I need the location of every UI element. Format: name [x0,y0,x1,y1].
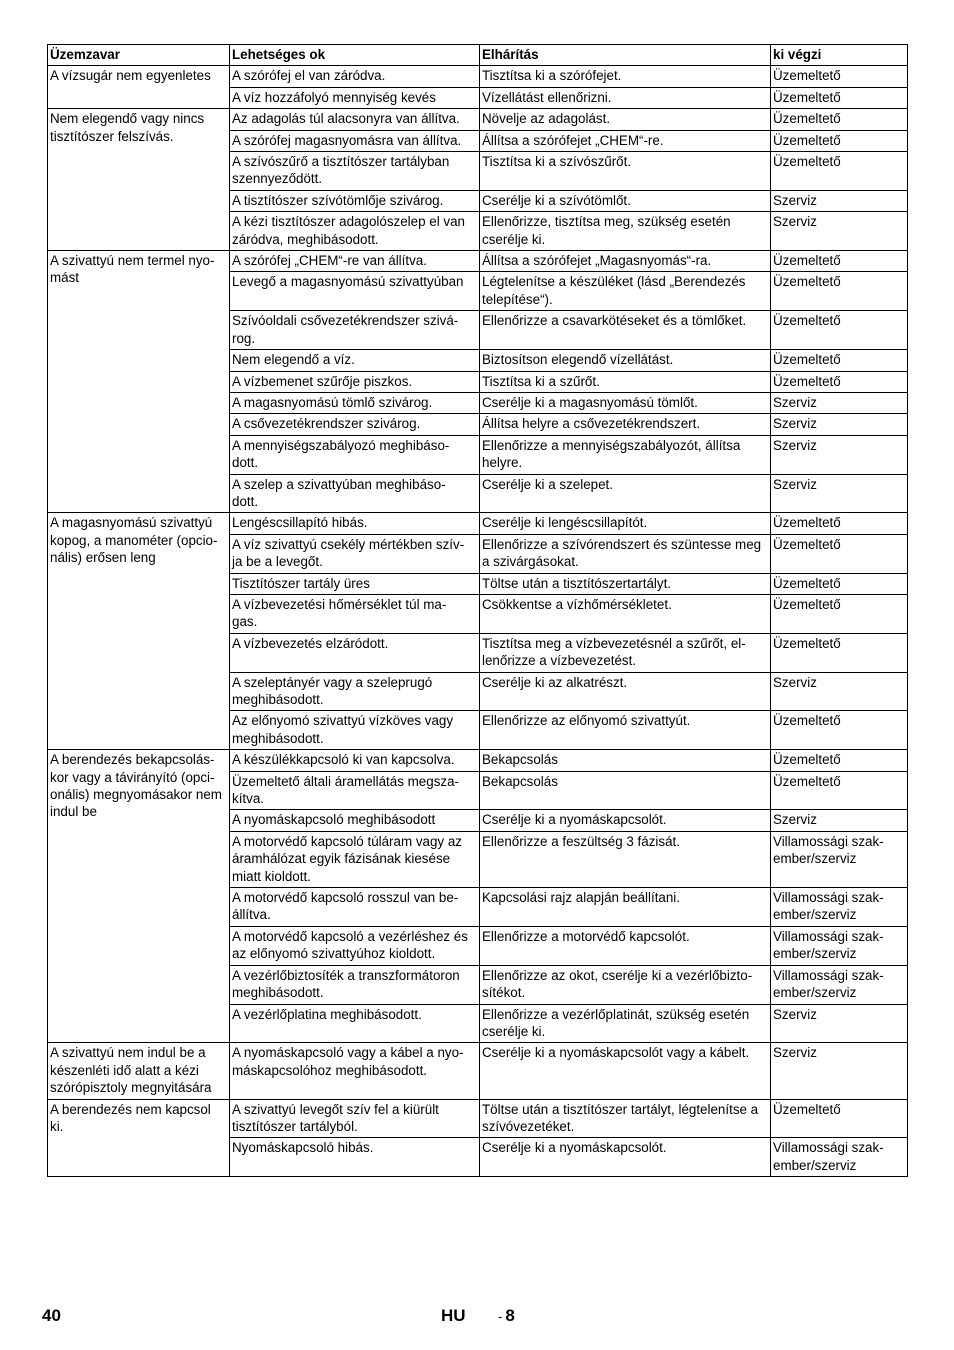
by-whom-cell: Üzemeltető [771,251,908,272]
cause-cell: Lengéscsillapító hibás. [230,513,480,534]
remedy-cell: Cserélje ki a nyomáskapcsolót. [480,1138,771,1177]
by-whom-cell: Villamossági szak- ember/szerviz [771,888,908,927]
cause-cell: Levegő a magasnyomású szivattyúban [230,272,480,311]
cause-cell: A szívószűrő a tisztítószer tartályban szennyeződött. [230,152,480,191]
remedy-cell: Légtelenítse a készüléket (lásd „Berendezés telepítése“). [480,272,771,311]
cause-cell: A szórófej el van záródva. [230,66,480,87]
cause-cell: A mennyiségszabályozó meghibáso- dott. [230,435,480,474]
cause-cell: A szeleptányér vagy a szeleprugó meghibásodott. [230,672,480,711]
cause-cell: A vezérlőbiztosíték a transzformátoron meghibásodott. [230,965,480,1004]
remedy-cell: Ellenőrizze a csavarkötéseket és a tömlőket. [480,311,771,350]
cause-cell: A motorvédő kapcsoló a vezérléshez és az előnyomó szivattyúhoz kioldott. [230,926,480,965]
by-whom-cell: Szerviz [771,1004,908,1043]
by-whom-cell: Szerviz [771,190,908,211]
language-code: HU [441,1306,466,1325]
by-whom-cell: Üzemeltető [771,594,908,633]
cause-cell: Az előnyomó szivattyú vízköves vagy meghibásodott. [230,711,480,750]
remedy-cell: Tisztítsa ki a szórófejet. [480,66,771,87]
remedy-cell: Cserélje ki a magasnyomású tömlőt. [480,392,771,413]
by-whom-cell: Szerviz [771,435,908,474]
by-whom-cell: Villamossági szak- ember/szerviz [771,926,908,965]
remedy-cell: Cserélje ki az alkatrészt. [480,672,771,711]
by-whom-cell: Üzemeltető [771,513,908,534]
by-whom-cell: Üzemeltető [771,1099,908,1138]
remedy-cell: Csökkentse a vízhőmérsékletet. [480,594,771,633]
remedy-cell: Ellenőrizze az okot, cserélje ki a vezérlőbizto- sítékot. [480,965,771,1004]
remedy-cell: Növelje az adagolást. [480,109,771,130]
cause-cell: A vízbevezetés elzáródott. [230,633,480,672]
by-whom-cell: Üzemeltető [771,350,908,371]
cause-cell: A magasnyomású tömlő szivárog. [230,392,480,413]
by-whom-cell: Üzemeltető [771,109,908,130]
by-whom-cell: Üzemeltető [771,371,908,392]
by-whom-cell: Üzemeltető [771,573,908,594]
table-row [48,1043,908,1099]
fault-cell: A berendezés nem kapcsol ki. [48,1099,230,1177]
cause-cell: A víz szivattyú csekély mértékben szív- ja be a levegőt. [230,534,480,573]
remedy-cell: Ellenőrizze a feszültség 3 fázisát. [480,831,771,887]
remedy-cell: Töltse után a tisztítószer tartályt, légtelenítse a szívóvezetéket. [480,1099,771,1138]
remedy-cell: Ellenőrizze a mennyiségszabályozót, állítsa helyre. [480,435,771,474]
header-by-whom: ki végzi [771,45,908,66]
remedy-cell: Cserélje ki a nyomáskapcsolót vagy a kábelt. [480,1043,771,1099]
by-whom-cell: Villamossági szak- ember/szerviz [771,831,908,887]
cause-cell: A vízbemenet szűrője piszkos. [230,371,480,392]
by-whom-cell: Üzemeltető [771,152,908,191]
remedy-cell: Ellenőrizze a szívórendszert és szüntesse meg a szivárgásokat. [480,534,771,573]
sub-page-label [498,1306,515,1326]
table-row [48,109,908,130]
cause-cell: Nem elegendő a víz. [230,350,480,371]
remedy-cell: Állítsa a szórófejet „CHEM“-re. [480,130,771,151]
by-whom-cell: Szerviz [771,810,908,831]
cause-cell: Szívóoldali csővezetékrendszer szivá- rog. [230,311,480,350]
table-row [48,513,908,534]
remedy-cell: Állítsa a szórófejet „Magasnyomás“-ra. [480,251,771,272]
cause-cell: A víz hozzáfolyó mennyiség kevés [230,87,480,108]
cause-cell: A motorvédő kapcsoló rosszul van be- állítva. [230,888,480,927]
remedy-cell: Ellenőrizze a motorvédő kapcsolót. [480,926,771,965]
cause-cell: A motorvédő kapcsoló túláram vagy az áramhálózat egyik fázisának kiesése miatt kioldott. [230,831,480,887]
fault-cell: A magasnyomású szivattyú kopog, a manométer (opcio- nális) erősen leng [48,513,230,750]
by-whom-cell: Üzemeltető [771,130,908,151]
by-whom-cell: Üzemeltető [771,711,908,750]
table-body [48,66,908,1177]
cause-cell: A kézi tisztítószer adagolószelep el van záródva, meghibásodott. [230,212,480,251]
header-cause: Lehetséges ok [230,45,480,66]
remedy-cell: Cserélje ki a szívótömlőt. [480,190,771,211]
cause-cell: Nyomáskapcsoló hibás. [230,1138,480,1177]
header-remedy: Elhárítás [480,45,771,66]
by-whom-cell: Szerviz [771,1043,908,1099]
remedy-cell: Ellenőrizze a vezérlőplatinát, szükség esetén cserélje ki. [480,1004,771,1043]
sub-page-dash: - [498,1309,503,1324]
by-whom-cell: Üzemeltető [771,534,908,573]
remedy-cell: Ellenőrizze az előnyomó szivattyút. [480,711,771,750]
remedy-cell: Biztosítson elegendő vízellátást. [480,350,771,371]
fault-cell: A berendezés bekapcsolás- kor vagy a távirányító (opci- onális) megnyomásakor nem indul be [48,750,230,1043]
by-whom-cell: Szerviz [771,474,908,513]
by-whom-cell: Üzemeltető [771,750,908,771]
table-header-row [48,45,908,66]
remedy-cell: Bekapcsolás [480,750,771,771]
remedy-cell: Bekapcsolás [480,771,771,810]
remedy-cell: Cserélje ki a nyomáskapcsolót. [480,810,771,831]
remedy-cell: Vízellátást ellenőrizni. [480,87,771,108]
by-whom-cell: Szerviz [771,414,908,435]
cause-cell: A csővezetékrendszer szivárog. [230,414,480,435]
table-row [48,1099,908,1138]
by-whom-cell: Üzemeltető [771,311,908,350]
cause-cell: A nyomáskapcsoló meghibásodott [230,810,480,831]
remedy-cell: Tisztítsa ki a szívószűrőt. [480,152,771,191]
fault-cell: Nem elegendő vagy nincs tisztítószer felszívás. [48,109,230,251]
remedy-cell: Ellenőrizze, tisztítsa meg, szükség esetén cserélje ki. [480,212,771,251]
remedy-cell: Töltse után a tisztítószertartályt. [480,573,771,594]
cause-cell: A szórófej magasnyomásra van állítva. [230,130,480,151]
cause-cell: A szórófej „CHEM“-re van állítva. [230,251,480,272]
fault-cell: A szivattyú nem termel nyo- mást [48,251,230,513]
table-row [48,251,908,272]
header-fault: Üzemzavar [48,45,230,66]
fault-cell: A szivattyú nem indul be a készenléti idő alatt a kézi szórópisztoly megnyitására [48,1043,230,1099]
by-whom-cell: Villamossági szak- ember/szerviz [771,965,908,1004]
remedy-cell: Tisztítsa ki a szűrőt. [480,371,771,392]
by-whom-cell: Szerviz [771,212,908,251]
remedy-cell: Cserélje ki lengéscsillapítót. [480,513,771,534]
remedy-cell: Állítsa helyre a csővezetékrendszert. [480,414,771,435]
by-whom-cell: Szerviz [771,392,908,413]
cause-cell: A szivattyú levegőt szív fel a kiürült tisztítószer tartályból. [230,1099,480,1138]
by-whom-cell: Üzemeltető [771,771,908,810]
by-whom-cell: Villamossági szak- ember/szerviz [771,1138,908,1177]
cause-cell: Üzemeltető általi áramellátás megsza- kítva. [230,771,480,810]
fault-cell: A vízsugár nem egyenletes [48,66,230,109]
remedy-cell: Cserélje ki a szelepet. [480,474,771,513]
by-whom-cell: Üzemeltető [771,87,908,108]
cause-cell: A vezérlőplatina meghibásodott. [230,1004,480,1043]
sub-page-number: 8 [505,1306,515,1325]
cause-cell: A nyomáskapcsoló vagy a kábel a nyo- máskapcsolóhoz meghibásodott. [230,1043,480,1099]
table-row [48,750,908,771]
remedy-cell: Tisztítsa meg a vízbevezetésnél a szűrőt, el- lenőrizze a vízbevezetést. [480,633,771,672]
cause-cell: Az adagolás túl alacsonyra van állítva. [230,109,480,130]
remedy-cell: Kapcsolási rajz alapján beállítani. [480,888,771,927]
by-whom-cell: Szerviz [771,672,908,711]
by-whom-cell: Üzemeltető [771,272,908,311]
cause-cell: A tisztítószer szívótömlője szivárog. [230,190,480,211]
cause-cell: Tisztítószer tartály üres [230,573,480,594]
by-whom-cell: Üzemeltető [771,633,908,672]
cause-cell: A készülékkapcsoló ki van kapcsolva. [230,750,480,771]
troubleshooting-table [47,44,908,1177]
cause-cell: A vízbevezetési hőmérséklet túl ma- gas. [230,594,480,633]
page-number: 40 [42,1306,61,1325]
cause-cell: A szelep a szivattyúban meghibáso- dott. [230,474,480,513]
by-whom-cell: Üzemeltető [771,66,908,87]
table-row [48,66,908,87]
